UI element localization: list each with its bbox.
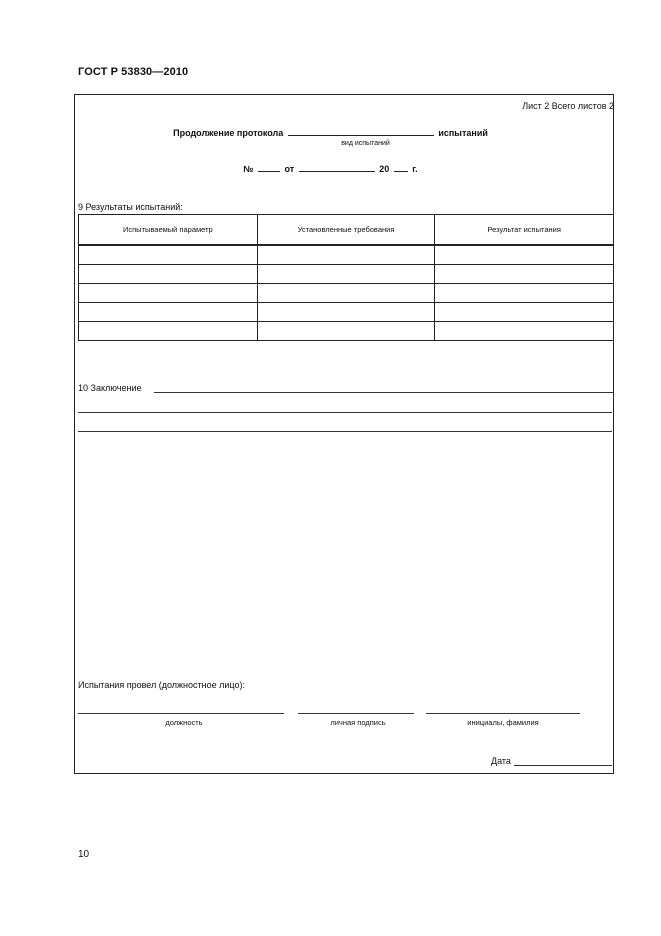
date-label: Дата bbox=[491, 756, 511, 766]
signature-caption: личная подпись bbox=[330, 718, 386, 727]
table-cell[interactable] bbox=[257, 284, 435, 303]
section-10-title: 10 Заключение bbox=[78, 383, 142, 393]
protocol-year-field[interactable] bbox=[394, 162, 408, 172]
table-row bbox=[79, 245, 614, 265]
conclusion-line-3[interactable] bbox=[78, 431, 612, 432]
page-number: 10 bbox=[78, 849, 90, 860]
number-sign: № bbox=[243, 164, 254, 174]
table-cell[interactable] bbox=[257, 245, 435, 265]
table-row bbox=[79, 284, 614, 303]
table-cell[interactable] bbox=[257, 303, 435, 322]
name-line[interactable] bbox=[426, 713, 580, 714]
table-cell[interactable] bbox=[435, 265, 614, 284]
position-caption: должность bbox=[165, 718, 203, 727]
table-cell[interactable] bbox=[257, 265, 435, 284]
table-cell[interactable] bbox=[79, 245, 258, 265]
protocol-form-frame bbox=[74, 94, 614, 774]
conducted-by-label: Испытания провел (должностное лицо): bbox=[78, 680, 245, 690]
test-kind-field[interactable] bbox=[288, 126, 434, 136]
from-label: от bbox=[284, 164, 295, 174]
section-9-title: 9 Результаты испытаний: bbox=[78, 202, 183, 212]
results-table bbox=[78, 214, 614, 341]
table-cell[interactable] bbox=[435, 245, 614, 265]
table-cell[interactable] bbox=[435, 284, 614, 303]
results-header-row bbox=[79, 215, 614, 246]
sheet-counter: Лист 2 Всего листов 2 bbox=[522, 101, 614, 111]
standard-code: ГОСТ Р 53830—2010 bbox=[78, 66, 189, 78]
protocol-date-field[interactable] bbox=[299, 162, 375, 172]
table-cell[interactable] bbox=[79, 265, 258, 284]
name-caption: инициалы, фамилия bbox=[467, 718, 539, 727]
table-row bbox=[79, 303, 614, 322]
protocol-title-suffix: испытаний bbox=[438, 128, 488, 138]
protocol-title-prefix: Продолжение протокола bbox=[173, 128, 284, 138]
table-cell[interactable] bbox=[79, 303, 258, 322]
table-cell[interactable] bbox=[79, 322, 258, 341]
table-row bbox=[79, 322, 614, 341]
column-header-requirements: Установленные требования bbox=[257, 215, 435, 246]
table-cell[interactable] bbox=[257, 322, 435, 341]
column-header-parameter: Испытываемый параметр bbox=[79, 215, 258, 246]
test-kind-caption: вид испытаний bbox=[341, 140, 390, 147]
date-line[interactable] bbox=[514, 765, 612, 766]
protocol-number-line bbox=[0, 162, 661, 174]
year-prefix: 20 bbox=[379, 164, 390, 174]
table-cell[interactable] bbox=[435, 322, 614, 341]
position-line[interactable] bbox=[78, 713, 284, 714]
table-cell[interactable] bbox=[435, 303, 614, 322]
table-row bbox=[79, 265, 614, 284]
table-cell[interactable] bbox=[79, 284, 258, 303]
column-header-result: Результат испытания bbox=[435, 215, 614, 246]
protocol-number-field[interactable] bbox=[258, 162, 280, 172]
signature-line[interactable] bbox=[298, 713, 414, 714]
conclusion-line-1[interactable] bbox=[154, 392, 614, 393]
year-suffix: г. bbox=[412, 164, 418, 174]
protocol-title bbox=[0, 126, 661, 138]
conclusion-line-2[interactable] bbox=[78, 412, 612, 413]
